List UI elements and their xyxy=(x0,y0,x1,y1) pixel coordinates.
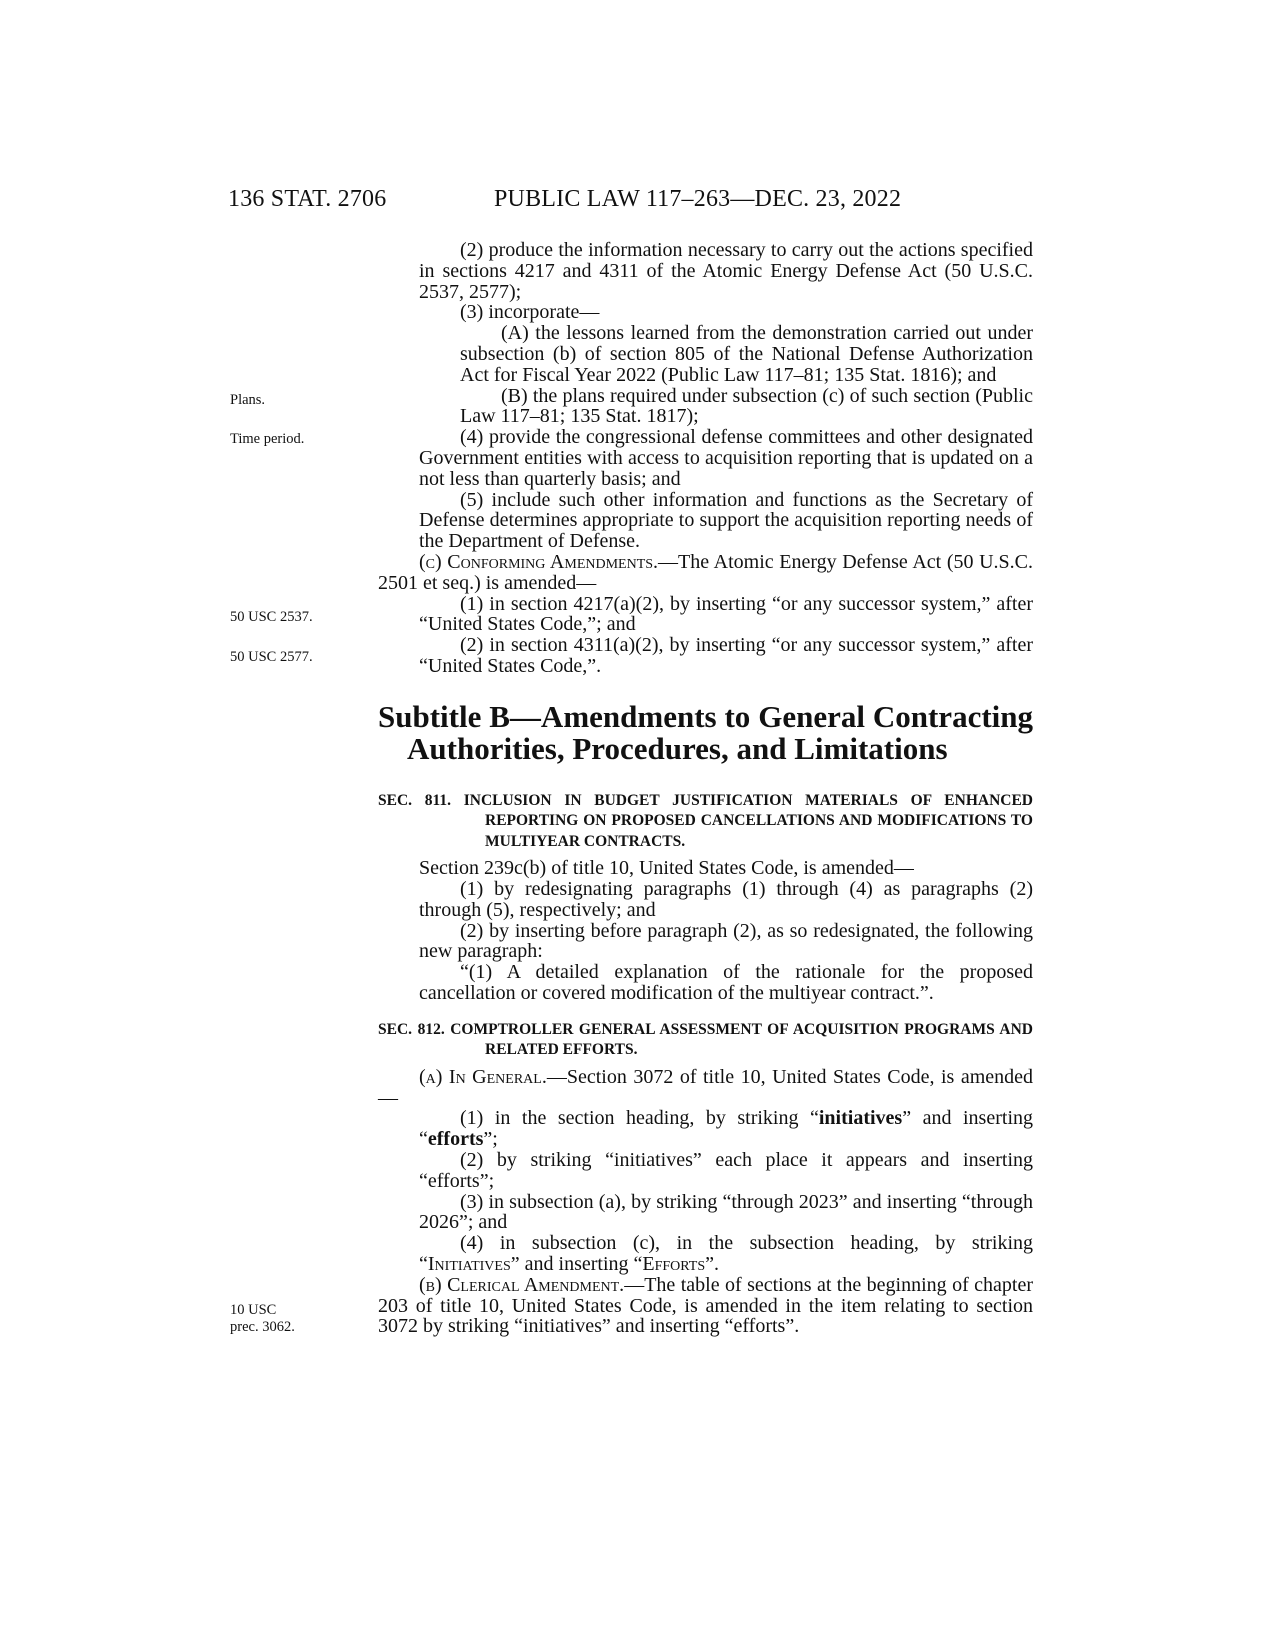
section-812-heading: SEC. 812. COMPTROLLER GENERAL ASSESSMENT OF ACQUISITION PROGRAMS AND RELATED EFFORTS. xyxy=(378,1020,1033,1059)
section-812-paragraph-3: (3) in subsection (a), by striking “through 2023” and inserting “through 2026”; and xyxy=(419,1190,1033,1234)
subsection-c-paragraph-1: (1) in section 4217(a)(2), by inserting “or any successor system,” after “United States Code,”; and xyxy=(419,592,1033,636)
paragraph-4: (4) provide the congressional defense committees and other designated Government entities with access to acquisition reporting that is updated on a not less than quarterly basis; and xyxy=(419,426,1033,490)
subsection-b-text: —The table of sections at the beginning of chapter 203 of title 10, United States Code, is amended in the item relating to section 3072 by striking “initiatives” and inserting “efforts”. xyxy=(378,1273,1034,1338)
paragraph-5: (5) include such other information and functions as the Secretary of Defense determines appropriate to support the acquisition reporting needs of the Department of Defense. xyxy=(419,488,1033,553)
section-812-subsection-a xyxy=(378,1067,1033,1109)
smallcaps-efforts: Efforts xyxy=(642,1252,706,1275)
section-811-intro: Section 239c(b) of title 10, United States Code, is amended— xyxy=(419,857,914,880)
sidenote-50-usc-2537: 50 USC 2537. xyxy=(230,609,313,625)
page-header xyxy=(228,186,1048,226)
bold-term-initiatives: initiatives xyxy=(818,1107,903,1130)
section-812-subsection-b xyxy=(378,1275,1033,1337)
section-811-body xyxy=(378,858,1033,1004)
stat-reference: 136 STAT. 2706 xyxy=(228,186,387,212)
paragraph-3-a: (A) the lessons learned from the demonstration carried out under subsection (b) of section 805 of the National Defense Authorization Act for Fiscal Year 2022 (Public Law 117–81; 135 Stat. 1816); and xyxy=(460,322,1033,386)
law-title: PUBLIC LAW 117–263—DEC. 23, 2022 xyxy=(494,186,902,212)
paragraph-3: (3) incorporate— xyxy=(460,301,600,324)
subsection-a-heading: (a) In General. xyxy=(419,1065,547,1088)
sidenote-time-period: Time period. xyxy=(230,431,305,447)
subsection-c-paragraph-2: (2) in section 4311(a)(2), by inserting “or any successor system,” after “United States Code,”. xyxy=(419,634,1033,677)
section-812-paragraph-1 xyxy=(378,1108,1033,1150)
bold-term-efforts: efforts xyxy=(427,1128,484,1151)
text-run: ”; xyxy=(483,1128,498,1151)
section-812-body xyxy=(378,1067,1033,1337)
section-812-paragraph-2: (2) by striking “initiatives” each place it appears and inserting “efforts”; xyxy=(419,1149,1033,1192)
sidenote-line: 10 USC xyxy=(230,1302,277,1318)
sidenote-10-usc-prec-3062 xyxy=(230,1302,340,1336)
subsection-c-text: —The Atomic Energy Defense Act (50 U.S.C. 2501 et seq.) is amended— xyxy=(378,550,1034,594)
text-run: (1) in the section heading, by striking “ xyxy=(460,1107,819,1130)
sidenote-50-usc-2577: 50 USC 2577. xyxy=(230,649,313,665)
subsection-a-text: —Section 3072 of title 10, United States Code, is amended— xyxy=(378,1065,1034,1109)
sidenote-line: prec. 3062. xyxy=(230,1319,295,1335)
section-811-paragraph-1: (1) by redesignating paragraphs (1) through (4) as paragraphs (2) through (5), respectively; and xyxy=(419,878,1033,921)
section-811-heading: SEC. 811. INCLUSION IN BUDGET JUSTIFICATION MATERIALS OF ENHANCED REPORTING ON PROPOSED CANCELLATIONS AND MODIFICATIONS TO MULTIYEAR CONTRACTS. xyxy=(378,791,1033,850)
section-811-quoted-text: “(1) A detailed explanation of the rationale for the proposed cancellation or covered modification of the multiyear contract.”. xyxy=(419,961,1033,1005)
body-column xyxy=(378,240,1033,1337)
subsection-c-heading: (c) Conforming Amendments. xyxy=(419,550,659,573)
paragraph-2: (2) produce the information necessary to carry out the actions specified in sections 4217 and 4311 of the Atomic Energy Defense Act (50 U.S.C. 2537, 2577); xyxy=(419,239,1033,303)
section-811-paragraph-2: (2) by inserting before paragraph (2), as so redesignated, the following new paragraph: xyxy=(419,919,1033,963)
text-run: ”. xyxy=(705,1252,720,1275)
subtitle-heading: Subtitle B—Amendments to General Contracting Authorities, Procedures, and Limitations xyxy=(378,698,1033,766)
subsection-c xyxy=(378,552,1033,594)
text-run: ” and inserting “ xyxy=(510,1252,643,1275)
text-run: ” and inserting “ xyxy=(419,1107,1033,1151)
text-run: (4) in subsection (c), in the subsection heading, by striking “ xyxy=(419,1232,1033,1275)
paragraph-3-b: (B) the plans required under subsection (c) of such section (Public Law 117–81; 135 Stat. 1817); xyxy=(460,384,1033,428)
smallcaps-initiatives: Initiatives xyxy=(427,1252,511,1275)
sidenote-plans: Plans. xyxy=(230,392,266,408)
section-812-paragraph-4 xyxy=(378,1233,1033,1275)
subsection-b-heading: (b) Clerical Amendment. xyxy=(419,1273,625,1296)
